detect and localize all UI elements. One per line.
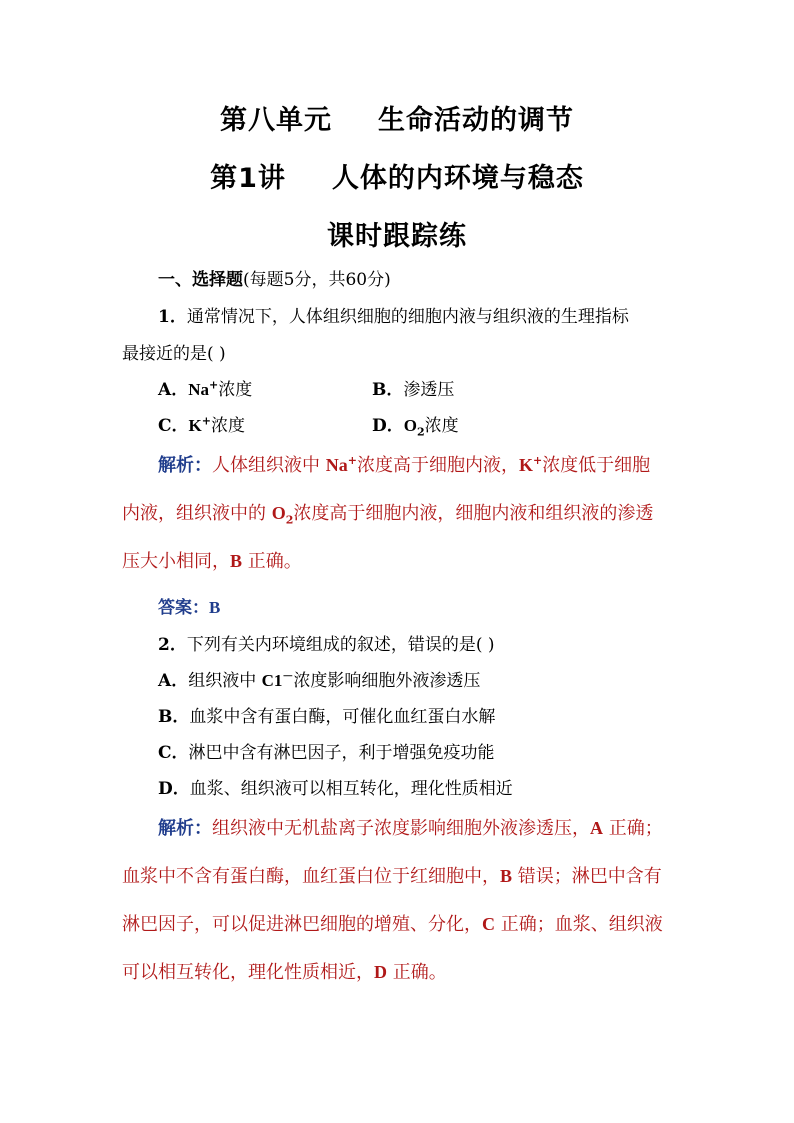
- q1-answer-value: B: [209, 598, 221, 617]
- q2-option-c: C．淋巴中含有淋巴因子，利于增强免疫功能: [158, 743, 495, 763]
- q1-explanation-label: 解析：: [158, 455, 212, 476]
- q2-explanation-line2: 血浆中不含有蛋白酶，血红蛋白位于红细胞中，B 错误；淋巴中含有: [122, 866, 662, 887]
- q1-option-a: A．Na+浓度: [158, 378, 253, 400]
- unit-label: 第八单元: [220, 105, 332, 136]
- q2-number: 2．: [158, 635, 187, 655]
- q2-option-d: D．血浆、组织液可以相互转化，理化性质相近: [158, 779, 513, 799]
- lecture-label: 第1讲: [210, 163, 286, 194]
- section-scoring: (每题5分，共60分): [243, 270, 391, 290]
- q1-explanation-line2: 内液，组织液中的 $O_2$浓度高于细胞内液，细胞内液和组织液的渗透: [122, 503, 654, 527]
- unit-title: [0, 98, 794, 137]
- q2-explanation-line1: 解析：组织液中无机盐离子浓度影响细胞外液渗透压，A 正确；: [158, 818, 663, 839]
- page-subtitle: 课时跟踪练: [327, 221, 467, 252]
- q1-number: 1．: [158, 307, 187, 327]
- unit-topic: 生命活动的调节: [378, 105, 574, 136]
- lecture-topic: 人体的内环境与稳态: [331, 163, 584, 194]
- q2-option-b: B．血浆中含有蛋白酶，可催化血红蛋白水解: [158, 707, 496, 727]
- q2-explanation-line3: 淋巴因子，可以促进淋巴细胞的增殖、分化，C 正确；血浆、组织液: [122, 914, 663, 935]
- q1-option-b: B．渗透压: [372, 380, 455, 400]
- q1-option-c: C．K+浓度: [158, 414, 245, 436]
- q2-explanation-line4: 可以相互转化，理化性质相近，D 正确。: [122, 962, 447, 983]
- q1-answer: 答案：B: [158, 598, 221, 618]
- q1-explanation-line1: 解析：人体组织液中 Na+浓度高于细胞内液，K+浓度低于细胞: [158, 454, 651, 476]
- q1-stem-line2: 最接近的是( ): [122, 344, 226, 364]
- q1-explanation-line3: 压大小相同，B 正确。: [122, 551, 302, 572]
- q1-option-d: D．$O_2$浓度: [372, 416, 459, 439]
- q1-stem-line1: 1．通常情况下，人体组织细胞的细胞内液与组织液的生理指标: [158, 307, 629, 327]
- section-heading: 一、选择题(每题5分，共60分): [158, 270, 391, 290]
- q2-explanation-label: 解析：: [158, 818, 212, 839]
- q2-stem: 2．下列有关内环境组成的叙述，错误的是( ): [158, 635, 495, 655]
- lecture-title: [0, 156, 794, 195]
- q2-option-a: A．组织液中 C1－浓度影响细胞外液渗透压: [158, 669, 481, 691]
